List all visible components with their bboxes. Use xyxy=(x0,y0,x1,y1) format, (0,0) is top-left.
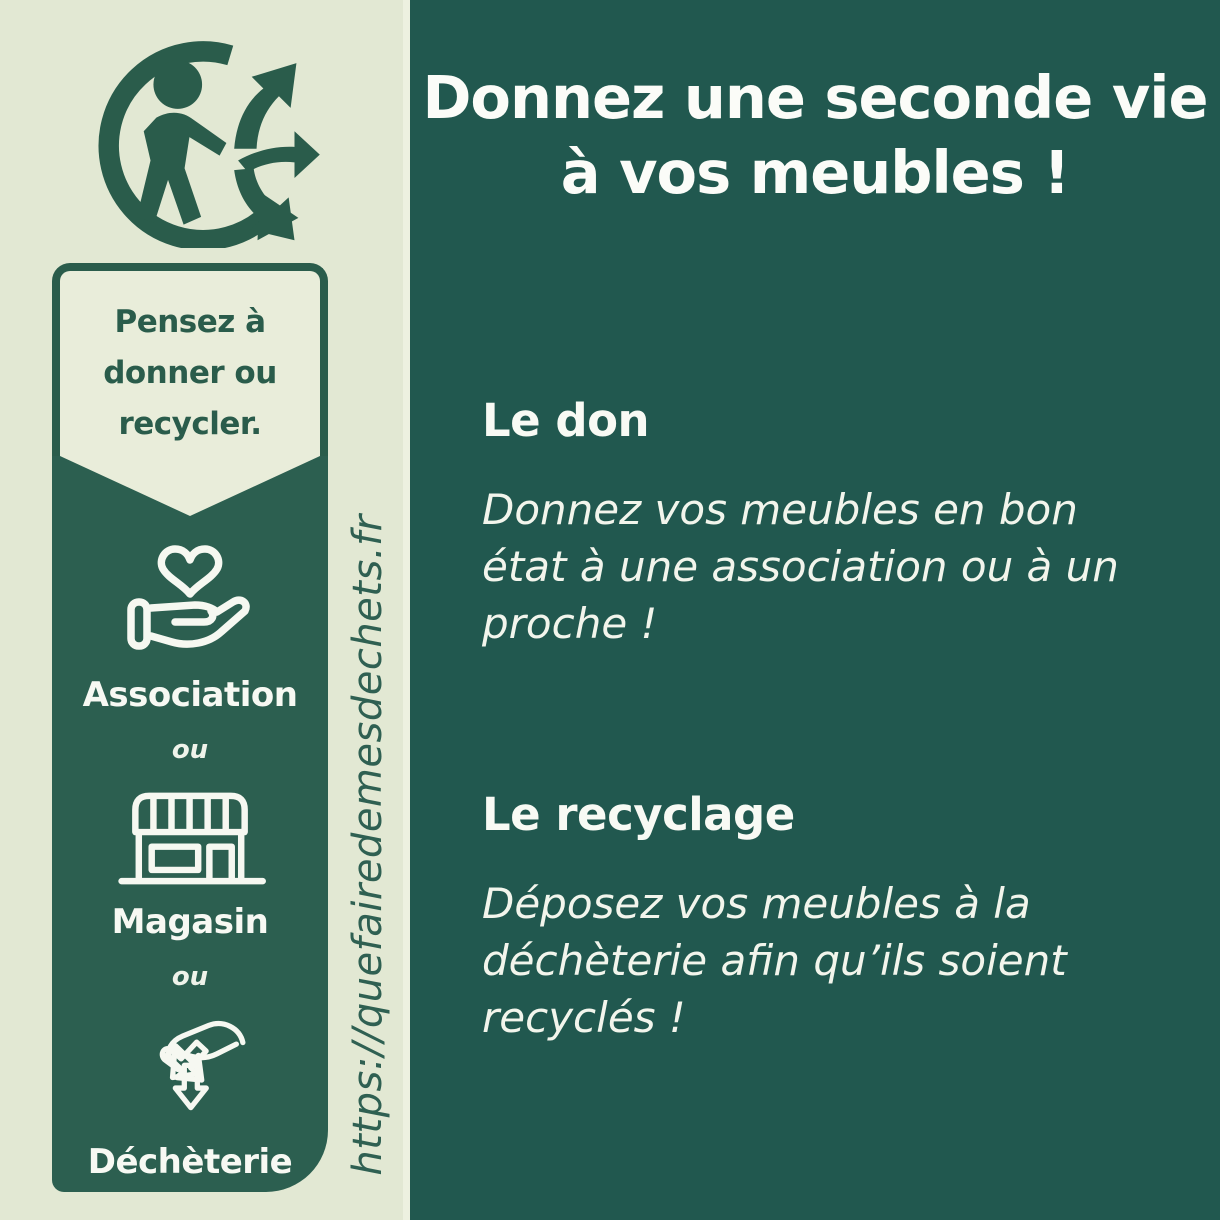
panel-divider xyxy=(403,0,410,1220)
section-body xyxy=(482,481,1119,652)
option-label-decheterie: Déchèterie xyxy=(87,1142,293,1182)
separator-ou: ou xyxy=(171,735,209,765)
section-le-don xyxy=(482,394,1119,652)
page-title-line: Donnez une seconde vie xyxy=(422,63,1208,132)
separator-ou: ou xyxy=(171,962,209,992)
option-label-magasin: Magasin xyxy=(111,902,269,942)
banner xyxy=(52,263,328,456)
page-title-line: à vos meubles ! xyxy=(560,138,1070,207)
section-body-line: état à une association ou à un xyxy=(482,542,1119,591)
banner-line: recycler. xyxy=(118,406,262,442)
banner-line: donner ou xyxy=(103,355,277,391)
banner-notch-chevron xyxy=(60,456,320,516)
section-body-line: recyclés ! xyxy=(482,993,686,1042)
section-le-recyclage xyxy=(482,788,1067,1046)
main-panel xyxy=(410,0,1220,1220)
pennant-ribbon xyxy=(52,263,328,1192)
section-body xyxy=(482,875,1067,1046)
section-body-line: proche ! xyxy=(482,599,658,648)
section-body-line: Donnez vos meubles en bon xyxy=(482,485,1078,534)
triman-recycling-logo-icon xyxy=(86,34,324,248)
section-heading: Le recyclage xyxy=(482,788,795,841)
storefront-icon xyxy=(105,783,275,888)
ribbon-body xyxy=(52,456,328,1192)
heart-in-hand-icon xyxy=(115,536,265,661)
waste-sorting-hand-icon xyxy=(114,1010,266,1132)
banner-line: Pensez à xyxy=(114,304,266,340)
sidebar xyxy=(0,0,410,1220)
section-body-line: déchèterie afin qu’ils soient xyxy=(482,936,1067,985)
section-body-line: Déposez vos meubles à la xyxy=(482,879,1031,928)
page-title xyxy=(410,60,1220,210)
url-vertical-text: https://quefairedemesdechets.fr xyxy=(345,514,391,1176)
option-label-association: Association xyxy=(82,675,298,715)
section-heading: Le don xyxy=(482,394,650,447)
